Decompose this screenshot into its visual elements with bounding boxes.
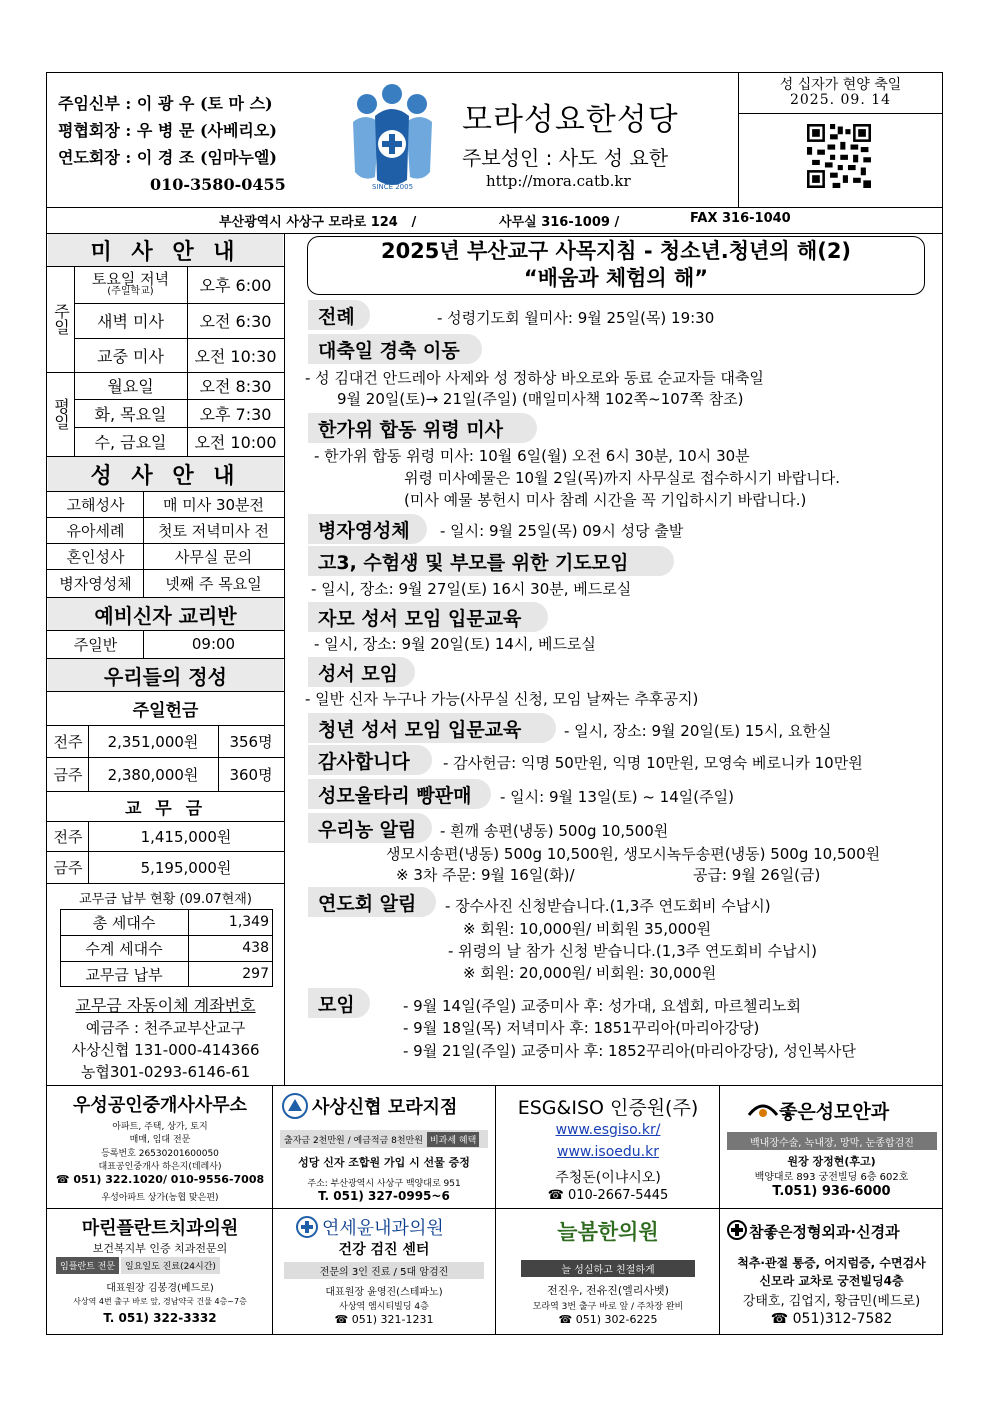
ad-line: T. 051) 327-0995~6 (318, 1189, 450, 1203)
ad-realestate[interactable] (48, 1087, 272, 1207)
divider (46, 207, 943, 208)
ad-line: ☎ 051) 322.1020/ 010-9556-7008 (55, 1173, 265, 1186)
logo-since: SINCE 2005 (371, 183, 414, 191)
mass-title: 미 사 안 내 (48, 234, 283, 266)
tag-sick-communion: 병자영성체 (308, 514, 427, 544)
divider (719, 1085, 720, 1335)
ad-line: 주소: 부산광역시 사상구 백양대로 951 (307, 1179, 461, 1189)
ad-esg-iso[interactable] (497, 1087, 719, 1207)
staff-role: 평협회장 : (58, 121, 137, 140)
status-value: 1,349 (228, 914, 269, 930)
ad-line: 대표원장 윤영진(스테파노) (325, 1287, 443, 1298)
offering-title: 우리들의 정성 (48, 659, 283, 691)
staff-row (58, 117, 286, 144)
account-line: 농협301-0293-6146-61 (80, 1062, 251, 1081)
offering-count: 356명 (229, 732, 273, 751)
ad-internal-medicine[interactable] (274, 1210, 494, 1334)
tag-mothers-bible: 자모 성서 모임 입문교육 (308, 602, 548, 632)
mass-time: 오후 7:30 (199, 404, 272, 424)
staff-row (58, 90, 286, 117)
ad-line: ☎ 051) 302-6225 (558, 1313, 658, 1326)
ad-line: 사상역 엠시티빌딩 4층 (339, 1302, 429, 1312)
notice-line: - 일시: 9월 25일(목) 09시 성당 출발 (440, 522, 684, 540)
ad-line: 성당 신자 조합원 가입 시 선물 증정 (298, 1156, 470, 1169)
sunday-clinic-badge: 일요일도 진료(24시간) (121, 1257, 220, 1274)
feast-name: 성 십자가 현양 축일 (779, 77, 902, 93)
ad-line: ☎ 051)312-7582 (770, 1311, 893, 1327)
catechumen-time: 09:00 (191, 635, 236, 653)
tag-yeondo: 연도회 알림 (308, 887, 436, 917)
notice-line: - 일반 신자 누구나 가능(사무실 신청, 모임 날짜는 추후공지) (305, 690, 699, 708)
bulletin-date: 2025. 09. 14 (789, 92, 892, 108)
ad-line: T.051) 936-6000 (772, 1184, 891, 1199)
notice-line: - 성령기도회 월미사: 9월 25일(목) 19:30 (437, 309, 715, 327)
notice-line: 생모시송편(냉동) 500g 10,500원, 생모시녹두송편(냉동) 500g 10,500원 (386, 845, 881, 863)
ad-line: 원장 장정현(후고) (787, 1155, 876, 1168)
tag-bible-group: 성서 모임 (308, 657, 415, 687)
hospital-logo-icon (727, 1220, 747, 1240)
divider (495, 1085, 496, 1335)
tag-chuseok-mass: 한가위 합동 위령 미사 (308, 413, 537, 443)
church-logo (345, 82, 440, 197)
separator: / (411, 215, 417, 230)
sacrament-name: 혼인성사 (66, 547, 125, 566)
ad-line: 늘 성실하고 친절하게 (521, 1260, 695, 1277)
ad-line: 등록번호 26530201600050 (101, 1149, 219, 1159)
staff-name: 이 광 우 (토 마 스) (136, 94, 273, 113)
tag-meetings: 모임 (308, 988, 370, 1018)
ad-text: 출자금 2천만원 / 예금적금 8천만원 (284, 1135, 423, 1146)
sacrament-value: 첫토 저녁미사 전 (158, 521, 269, 540)
ad-dental[interactable] (48, 1210, 272, 1334)
notice-line: - 흰깨 송편(냉동) 500g 10,500원 (440, 822, 669, 840)
sacrament-value: 매 미사 30분전 (162, 495, 265, 514)
fax-number: FAX 316-1040 (690, 211, 791, 226)
address-text: 부산광역시 사상구 모라로 124 (219, 215, 398, 230)
staff-phone: 010-3580-0455 (150, 175, 286, 194)
notice-line: - 위령의 날 참가 신청 받습니다.(1,3주 연도회비 수납시) (448, 942, 817, 960)
mass-name: 월요일 (107, 377, 154, 396)
sacrament-name: 병자영성체 (59, 574, 132, 593)
offering-label: 금주 (53, 765, 83, 784)
status-value: 438 (242, 940, 269, 956)
ad-line: 백내장수술, 녹내장, 망막, 눈종합검진 (727, 1132, 937, 1150)
ad-line: 건강 검진 센터 (338, 1242, 430, 1258)
ad-title: 연세윤내과의원 (322, 1218, 444, 1239)
ad-title: 참좋은정형외과·신경과 (749, 1223, 900, 1241)
mass-name: 화, 목요일 (94, 404, 167, 424)
pastoral-subtitle: “배움과 체험의 해” (523, 266, 709, 290)
mass-name: 교중 미사 (97, 346, 164, 366)
tax-free-badge: 비과세 혜택 (427, 1132, 479, 1147)
notice-line: (미사 예물 봉헌시 미사 참례 시간을 꼭 기입하시기 바랍니다.) (404, 491, 807, 509)
sunday-label: 주일 (51, 303, 71, 335)
mass-row-name (74, 266, 187, 303)
pastoral-title: 2025년 부산교구 사목지침 - 청소년.청년의 해(2) (380, 239, 852, 263)
status-label: 수계 세대수 (85, 939, 163, 958)
ad-line: 우성아파트 상가(농협 맞은편) (101, 1193, 219, 1203)
patron-saint: 주보성인 : 사도 성 요한 (462, 146, 669, 170)
ad-line: 전문의 3인 진료 / 5대 암검진 (284, 1262, 484, 1279)
ad-title: 늘봄한의원 (557, 1219, 659, 1244)
ad-line: 백양대로 893 궁전빌딩 6층 602호 (754, 1172, 909, 1183)
status-value: 297 (242, 966, 269, 982)
dues-label: 금주 (53, 858, 83, 877)
account-line: 예금주 : 천주교부산교구 (85, 1018, 246, 1037)
offering-count: 360명 (229, 765, 273, 784)
sacrament-value: 사무실 문의 (174, 547, 253, 566)
ad-line: 주청돈(이냐시오) (555, 1170, 661, 1186)
ad-link[interactable]: www.isoedu.kr (557, 1144, 659, 1160)
notice-line: - 9월 21일(주일) 교중미사 후: 1852꾸리아(마리아강당), 성인복사단 (403, 1042, 856, 1060)
mass-name: 수, 금요일 (94, 433, 167, 452)
notice-line: - 일시: 9월 13일(토) ~ 14일(주일) (500, 788, 734, 806)
notice-line: 위령 미사예물은 10월 2일(목)까지 사무실로 접수하시기 바랍니다. (404, 469, 840, 487)
offering-label: 전주 (53, 732, 83, 751)
divider (738, 113, 943, 114)
sunday-offering-title: 주일헌금 (132, 700, 199, 721)
eye-logo-icon (747, 1101, 779, 1119)
ad-credit-union[interactable] (274, 1087, 494, 1207)
notice-line: - 일시, 장소: 9월 20일(토) 14시, 베드로실 (314, 635, 596, 653)
staff-name: 우 병 문 (사베리오) (136, 121, 277, 140)
ad-title: 마린플란트치과의원 (81, 1218, 239, 1239)
ad-link[interactable]: www.esgiso.kr/ (555, 1122, 661, 1138)
divider (284, 233, 285, 1085)
qr-code-icon[interactable] (807, 124, 871, 188)
notice-line: ※ 3차 주문: 9월 16일(화)/ (396, 866, 575, 884)
staff-role: 연도회장 : (58, 148, 137, 167)
ad-line: 보건복지부 인증 치과전문의 (92, 1242, 228, 1255)
dues-amount: 5,195,000원 (140, 858, 232, 877)
ad-title: ESG&ISO 인증원(주) (517, 1097, 699, 1119)
mass-name: 새벽 미사 (97, 312, 164, 331)
notice-line: - 감사헌금: 익명 50만원, 익명 10만원, 모영숙 베로니카 10만원 (443, 754, 863, 772)
dues-label: 전주 (53, 827, 83, 846)
notice-line: ※ 회원: 20,000원/ 비회원: 30,000원 (463, 964, 717, 982)
ad-line: 척추·관절 통증, 어지럼증, 수면검사 (737, 1256, 926, 1270)
church-url[interactable]: http://mora.catb.kr (486, 172, 631, 190)
tag-youth-bible: 청년 성서 모임 입문교육 (308, 713, 556, 743)
ad-line: ☎ 051) 321-1231 (334, 1313, 434, 1326)
notice-line: - 일시, 장소: 9월 27일(토) 16시 30분, 베드로실 (311, 580, 632, 598)
tag-bread-sale: 성모울타리 빵판매 (308, 779, 491, 809)
mass-time: 오후 6:00 (199, 276, 272, 295)
ad-line: 아파트, 주택, 상가, 토지 (112, 1122, 208, 1132)
title-box (307, 236, 925, 295)
offering-amount: 2,380,000원 (107, 765, 199, 784)
ad-line: 대표원장 김봉경(베드로) (106, 1283, 214, 1294)
staff-row (58, 144, 286, 171)
ad-line: 매매, 임대 전문 (129, 1135, 191, 1145)
ad-line: 강태호, 김업지, 황금민(베드로) (742, 1294, 921, 1309)
ad-title: 사상신협 모라지점 (312, 1097, 458, 1118)
address (219, 211, 416, 230)
ad-title: 우성공인중개사사무소 (73, 1095, 247, 1116)
notice-line: - 9월 14일(주일) 교중미사 후: 성가대, 요셉회, 마르첼리노회 (403, 997, 802, 1015)
ad-title: 좋은성모안과 (779, 1101, 890, 1123)
notice-line: 공급: 9월 26일(금) (693, 866, 821, 884)
notice-line: ※ 회원: 10,000원/ 비회원 35,000원 (463, 920, 712, 938)
divider (46, 883, 284, 884)
notice-line: - 한가위 합동 위령 미사: 10월 6일(월) 오전 6시 30분, 10시 30분 (314, 447, 750, 465)
tag-thanks: 감사합니다 (308, 745, 432, 775)
tag-feast-move: 대축일 경축 이동 (308, 334, 482, 364)
mass-time: 오전 10:30 (194, 346, 277, 366)
ad-line (56, 1257, 264, 1274)
church-name: 모라성요한성당 (462, 102, 679, 138)
mass-name: 토요일 저녁 (91, 270, 170, 288)
tag-woori-farm: 우리농 알림 (308, 813, 432, 843)
ad-eye-clinic[interactable] (721, 1087, 942, 1207)
divider (272, 1085, 273, 1208)
tag-liturgy: 전례 (308, 300, 370, 330)
ad-line: 대표공인중개사 하은지(데레사) (98, 1162, 222, 1172)
dues-status-title: 교무금 납부 현황 (09.07현재) (79, 891, 252, 907)
notice-line: - 일시, 장소: 9월 20일(토) 15시, 요한실 (564, 722, 832, 740)
ad-line: 신모라 교차로 궁전빌딩4층 (759, 1274, 904, 1288)
dues-title: 교 무 금 (124, 798, 207, 819)
office-phone: 사무실 316-1009 / (499, 215, 620, 230)
notice-line: - 장수사진 신청받습니다.(1,3주 연도회비 수납시) (445, 897, 771, 915)
offering-amount: 2,351,000원 (107, 732, 199, 751)
mass-time: 오전 8:30 (199, 377, 272, 396)
mass-time: 오전 6:30 (199, 312, 272, 331)
ad-oriental-clinic[interactable] (497, 1210, 719, 1334)
divider (272, 1208, 273, 1335)
credit-union-logo-icon (282, 1093, 308, 1119)
ad-line: ☎ 010-2667-5445 (547, 1188, 669, 1203)
account-title: 교무금 자동이체 계좌번호 (75, 995, 256, 1015)
mass-sub: (주일학교) (107, 286, 154, 297)
notice-line: 9월 20일(토)→ 21일(주일) (매일미사책 102쪽~107쪽 참조) (337, 390, 744, 408)
sacrament-name: 유아세례 (66, 521, 125, 540)
ad-line: 전진우, 전유진(엘리사벳) (547, 1284, 669, 1297)
account-line: 사상신협 131-000-414366 (71, 1040, 260, 1059)
sacrament-name: 고해성사 (66, 495, 125, 514)
notice-line: - 성 김대건 안드레아 사제와 성 정하상 바오로와 동료 순교자들 대축일 (305, 369, 764, 387)
sacrament-value: 넷째 주 목요일 (165, 574, 262, 593)
ad-line: 사상역 4번 출구 바로 앞, 경남약국 건물 4층~7층 (73, 1297, 247, 1306)
notice-line: - 9월 18일(목) 저녁미사 후: 1851꾸리아(마리아강당) (403, 1019, 760, 1037)
status-label: 총 세대수 (92, 913, 156, 932)
sacrament-title: 성 사 안 내 (48, 457, 283, 491)
dues-amount: 1,415,000원 (140, 827, 232, 846)
implant-badge: 임플란트 전문 (56, 1257, 119, 1274)
ad-line (280, 1130, 488, 1148)
staff-role: 주임신부 : (58, 94, 137, 113)
tag-exam-prayer: 고3, 수험생 및 부모를 위한 기도모임 (308, 546, 674, 576)
ad-line: 모라역 3번 출구 바로 앞 / 주차장 완비 (532, 1302, 684, 1312)
clinic-logo-icon (296, 1216, 318, 1238)
status-label: 교무금 납부 (85, 965, 163, 984)
weekday-label: 평일 (51, 398, 71, 430)
staff-list (58, 90, 286, 198)
ad-line: T. 051) 322-3332 (103, 1311, 217, 1325)
catechumen-label: 주일반 (73, 635, 118, 654)
staff-name: 이 경 조 (임마누엘) (136, 148, 277, 167)
catechumen-title: 예비신자 교리반 (48, 598, 283, 630)
mass-time: 오전 10:00 (194, 433, 277, 452)
ad-orthopedics[interactable] (721, 1210, 942, 1334)
